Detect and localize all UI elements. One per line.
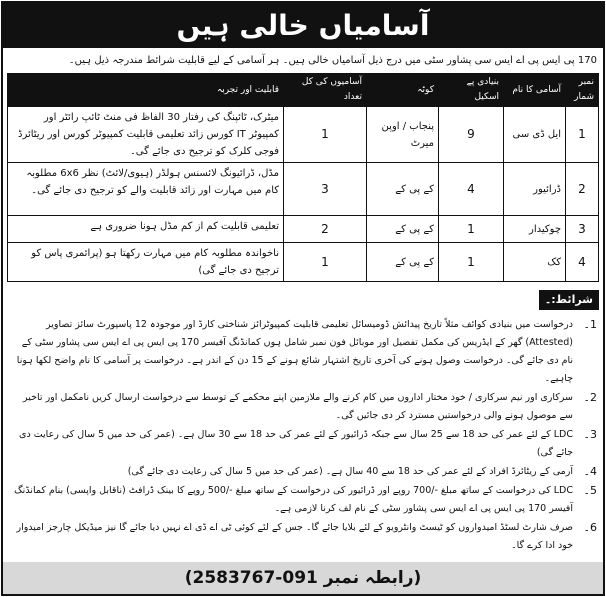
contact-footer: [3, 562, 603, 594]
vacancies-table: [7, 73, 599, 282]
condition-text: درخواست میں بنیادی کوائف مثلاً تاریخ پیدائش ڈومیسائل تعلیمی قابلیت کمپیوٹرائز شناختی کارڈ اور موجودہ 12 پاسپورٹ سائز تصاویر (Attested) گھر کے ایڈریس کی مکمل تفصیل اور موبائل فون نمبر شامل ہوں کمانڈنگ آفیسر 170 پی ایس پی اے ایس سی پشاور سٹی کے نام دی جائے گی۔ درخواست وصول ہونے کی آخری تاریخ اشتہار شائع ہونے کے 15 دن کے اندر ہے۔ درخواست پر آسامی کا نام واضح لکھا ہونا چاہیے۔: [16, 319, 573, 384]
cell-post: ڈرائیور: [504, 163, 566, 216]
cell-quota: کے پی کے: [367, 216, 439, 243]
cell-post: ایل ڈی سی: [504, 107, 566, 163]
column-header: نمبر شمار: [566, 74, 599, 107]
cell-no: 3: [566, 216, 599, 243]
cell-post: کک: [504, 243, 566, 282]
intro-text: 170 پی ایس پی اے ایس سی پشاور سٹی میں درج ذیل آسامیاں خالی ہیں۔ ہر آسامی کے لیے قابلیت شرائط مندرجہ ذیل ہیں۔: [68, 55, 597, 66]
cell-quota: کے پی کے: [367, 243, 439, 282]
contact-phone: (رابطہ نمبر 091-2583767): [184, 568, 422, 588]
ad-title: آسامیاں خالی ہیں: [3, 3, 603, 48]
cell-post: چوکیدار: [504, 216, 566, 243]
cell-quota: پنجاب / اوپن میرٹ: [367, 107, 439, 163]
cell-quota: کے پی کے: [367, 163, 439, 216]
cell-count: 1: [284, 107, 367, 163]
cell-qual: مڈل، ڈرائیونگ لائسنس ہولڈر (ہیوی/لائٹ) نظر 6x6 مطلوبہ کام میں مہارت اور زائد قابلیت والے کو ترجیح دی جائے گی۔: [8, 163, 284, 216]
condition-number: 3۔: [583, 428, 597, 441]
cell-count: 1: [284, 243, 367, 282]
column-header: قابلیت اور تجربہ: [8, 74, 284, 107]
condition-text: آرمی کے ریٹائرڈ افراد کے لئے عمر کی حد 18 سے 40 سال ہے۔ (عمر کی حد میں 5 سال کی رعایت دی جائے گی): [127, 466, 573, 477]
condition-text: صرف شارٹ لسٹڈ امیدواروں کو ٹیسٹ وانٹرویو کے لئے بلایا جائے گا۔ جس کے لئے کوئی ٹی اے ڈی اے نہیں دیا جائے گا نیز میڈیکل چارجز امیدوار خود ادا کرے گا۔: [16, 522, 573, 551]
condition-text: سرکاری اور نیم سرکاری / خود مختار اداروں میں کام کرنے والے ملازمین اپنے محکمے کے توسط سے درخواست ارسال کریں نامکمل اور تاخیر سے موصول ہونے والی درخواستیں مسترد کر دی جائیں گی۔: [23, 392, 573, 421]
table-header-row: [8, 74, 599, 107]
cell-no: 4: [566, 243, 599, 282]
column-header: کوٹہ: [367, 74, 439, 107]
condition-number: 6۔: [583, 521, 597, 534]
cell-count: 3: [284, 163, 367, 216]
condition-number: 2۔: [583, 391, 597, 404]
cell-qual: ناخواندہ مطلوبہ کام میں مہارت رکھتا ہو (پرائمری پاس کو ترجیح دی جائے گی): [8, 243, 284, 282]
cell-scale: 1: [439, 216, 504, 243]
condition-number: 1۔: [583, 318, 597, 331]
condition-item: [9, 389, 597, 425]
cell-scale: 4: [439, 163, 504, 216]
cell-scale: 1: [439, 243, 504, 282]
conditions-heading: شرائط:۔: [539, 290, 599, 310]
condition-text: LDC کے لئے عمر کی حد 18 سے 25 سال سے جبکہ ڈرائیور کے لئے عمر کی حد 18 سے 30 سال ہے۔ (عمر کی حد میں 5 سال کی رعایت دی جائے گی): [19, 429, 573, 458]
cell-scale: 9: [439, 107, 504, 163]
job-advertisement: [1, 1, 605, 596]
condition-number: 5۔: [583, 484, 597, 497]
column-header: آسامی کا نام: [504, 74, 566, 107]
column-header: آسامیوں کی کل تعداد: [284, 74, 367, 107]
conditions-heading-wrap: [7, 288, 599, 310]
cell-count: 2: [284, 216, 367, 243]
table-row: [8, 107, 599, 163]
condition-item: [9, 482, 597, 518]
column-header: بنیادی پے اسکیل: [439, 74, 504, 107]
cell-qual: تعلیمی قابلیت کم از کم مڈل ہونا ضروری ہے: [8, 216, 284, 243]
cell-no: 2: [566, 163, 599, 216]
condition-text: LDC کی درخواست کے ساتھ مبلغ -/700 روپے اور ڈرائیور کی درخواست کے ساتھ مبلغ -/500 روپے کا بینک ڈرافٹ (ناقابل واپسی) بنام کمانڈنگ آفیسر 170 پی ایس پی اے ایس سی پشاور سٹی کے نام لف کرنا لازمی ہے۔: [14, 485, 573, 514]
cell-no: 1: [566, 107, 599, 163]
condition-item: [9, 463, 597, 481]
cell-qual: میٹرک، ٹائپنگ کی رفتار 30 الفاظ فی منٹ ٹائپ رائٹر اور کمپیوٹر IT کورس زائد تعلیمی قابلیت کمپیوٹر کورس اور ریٹائرڈ فوجی کلرک کو ترجیح دی جائے گی۔: [8, 107, 284, 163]
condition-item: [9, 426, 597, 462]
table-row: [8, 163, 599, 216]
table-row: [8, 216, 599, 243]
table-row: [8, 243, 599, 282]
condition-item: [9, 316, 597, 388]
conditions-list: [9, 316, 597, 556]
condition-number: 4۔: [583, 465, 597, 478]
condition-item: [9, 519, 597, 555]
